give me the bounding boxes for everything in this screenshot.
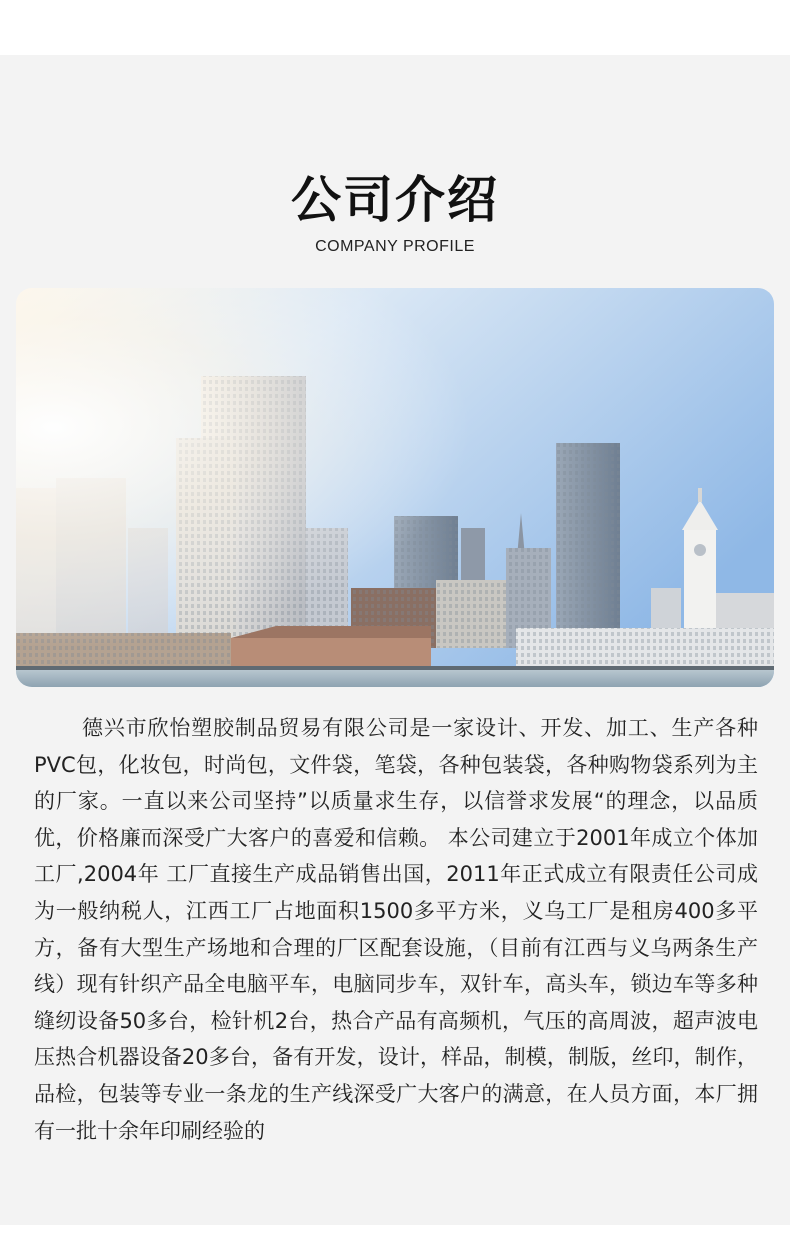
section-title: 公司介绍 [291, 170, 499, 229]
city-skyline-image [16, 288, 774, 687]
company-intro-paragraph: 德兴市欣怡塑胶制品贸易有限公司是一家设计、开发、加工、生产各种PVC包，化妆包，时尚包，文件袋，笔袋，各种包装袋，各种购物袋系列为主的厂家。一直以来公司坚持”以质量求生存，以信誉求发展“的理念，以品质优，价格廉而深受广大客户的喜爱和信赖。 本公司建立于2001年成立个体加工厂,2004年 工厂直接生产成品销售出国，2011年正式成立有限责任公司成为一般纳税人，江西工厂占地面积1500多平方米，义乌工厂是租房400多平方，备有大型生产场地和合理的厂区配套设施，（目前有江西与义乌两条生产线）现有针织产品全电脑平车，电脑同步车，双针车，高头车，锁边车等多种缝纫设备50多台，检针机2台，热合产品有高频机，气压的高周波，超声波电压热合机器设备20多台，备有开发，设计，样品，制模，制版，丝印，制作，品检，包装等专业一条龙的生产线深受广大客户的满意，在人员方面，本厂拥有一批十余年印刷经验的 [34, 716, 758, 1143]
section-subtitle: COMPANY PROFILE [315, 238, 475, 255]
